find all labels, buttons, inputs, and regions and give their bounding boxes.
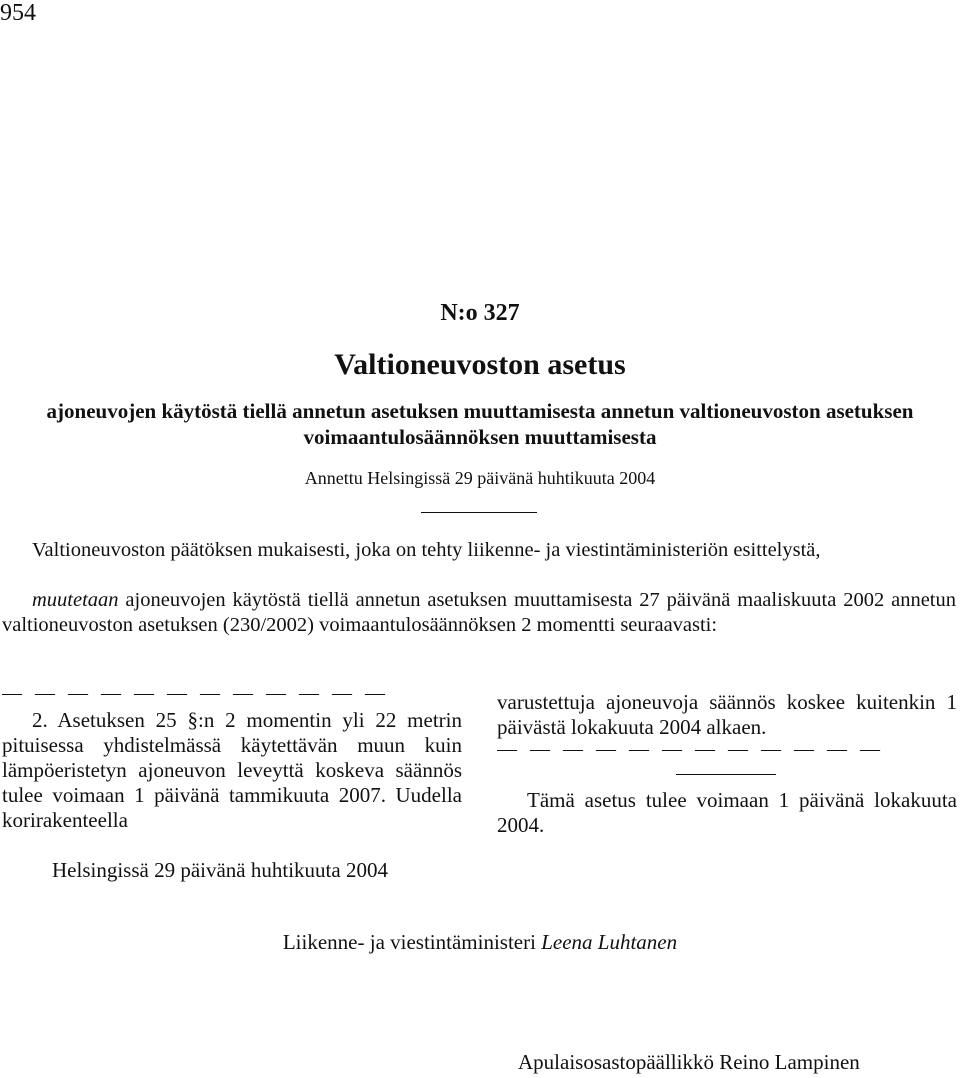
divider — [421, 512, 537, 513]
enacting-keyword: muutetaan — [32, 589, 119, 611]
minister-signature — [0, 930, 960, 955]
section-paragraph-left: 2. Asetuksen 25 §:n 2 momentin yli 22 metrin pituisessa yhdistelmässä käytettävän muun kuin lämpöeristetyn ajoneuvon leveyttä koskeva säännös tulee voimaan 1 päivänä tammikuuta 2007. Uudella korirakenteella — [2, 708, 462, 832]
enacting-clause — [2, 588, 956, 638]
entry-into-force: Tämä asetus tulee voimaan 1 päivänä lokakuuta 2004. — [497, 788, 957, 837]
omission-dashes-left: — — — — — — — — — — — — — [2, 682, 389, 704]
omission-dashes-right: — — — — — — — — — — — — — [497, 738, 884, 760]
issued-date: Annettu Helsingissä 29 päivänä huhtikuuta 2004 — [304, 468, 656, 488]
page-number: 954 — [0, 0, 36, 26]
subtitle: ajoneuvojen käytöstä tiellä annetun asetuksen muuttamisesta annetun valtioneuvoston asetuksen voimaantulosäännöksen muuttamisesta — [46, 399, 914, 449]
enacting-text: ajoneuvojen käytöstä tiellä annetun asetuksen muuttamisesta 27 päivänä maaliskuuta 2002 annetun valtioneuvoston asetuksen (230/2002) voimaantulosäännöksen 2 momentti seuraavasti: — [2, 589, 956, 636]
preamble: Valtioneuvoston päätöksen mukaisesti, joka on tehty liikenne- ja viestintäministeriön esittelystä, — [32, 539, 821, 561]
page-title: Valtioneuvoston asetus — [334, 348, 626, 381]
official-signature: Apulaisosastopäällikkö Reino Lampinen — [518, 1050, 860, 1074]
section-paragraph-right: varustettuja ajoneuvoja säännös koskee kuitenkin 1 päivästä lokakuuta 2004 alkaen. — [497, 690, 957, 739]
divider — [676, 774, 776, 775]
signing-place-date: Helsingissä 29 päivänä huhtikuuta 2004 — [52, 858, 388, 882]
minister-name: Leena Luhtanen — [541, 930, 678, 954]
statute-number: N:o 327 — [440, 300, 520, 326]
minister-title: Liikenne- ja viestintäministeri — [282, 930, 542, 954]
